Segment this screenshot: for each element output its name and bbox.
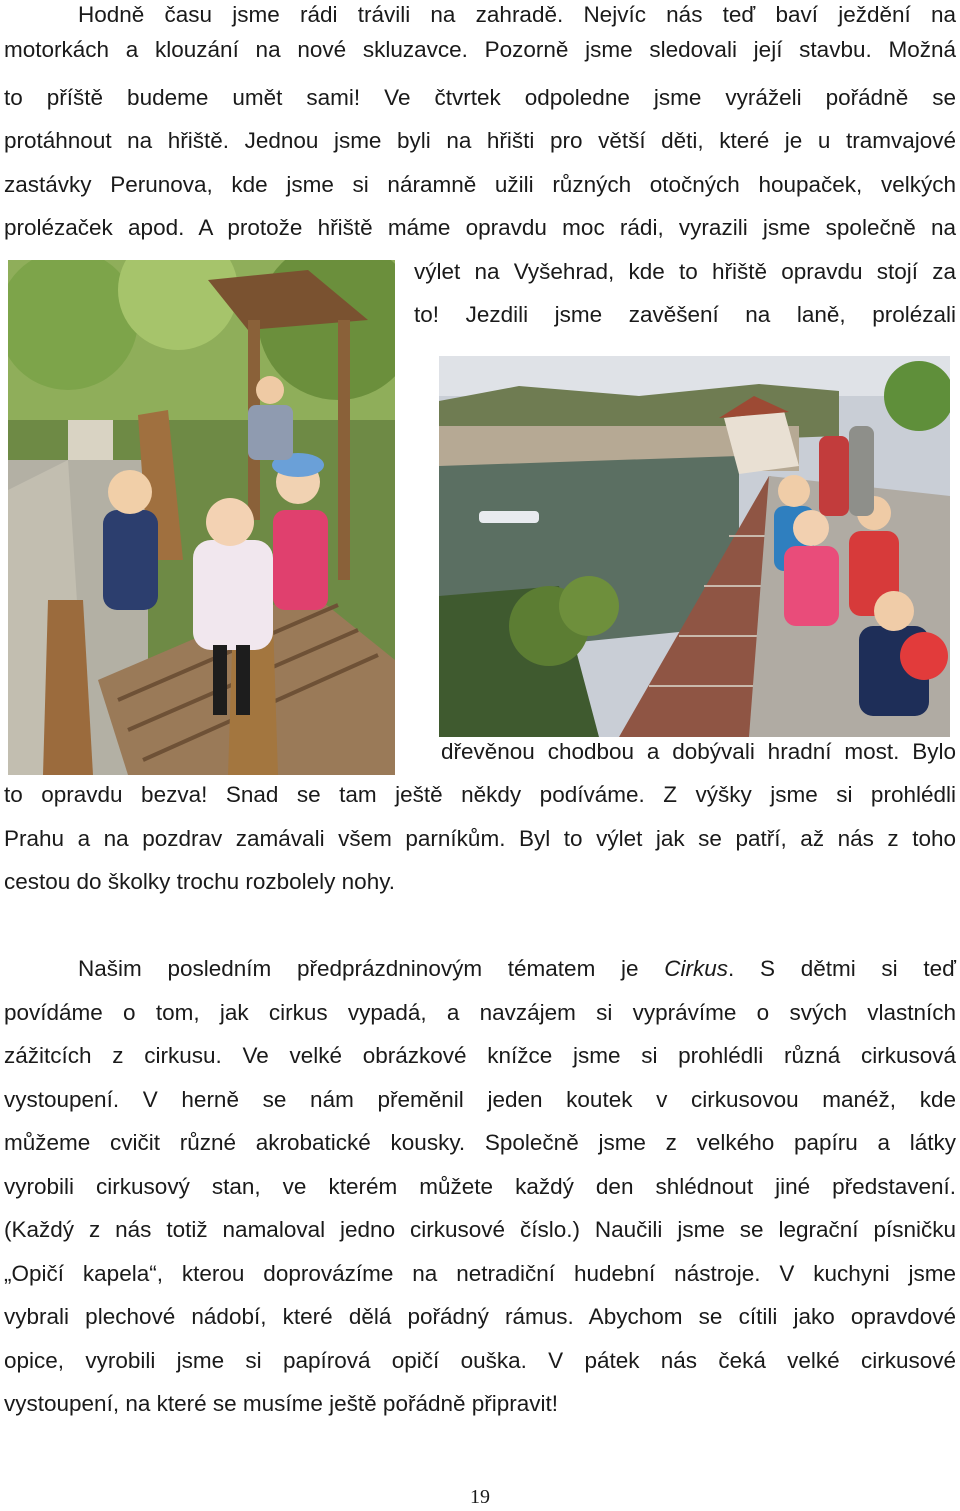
vysehrad-photo-art (439, 356, 950, 737)
playground-photo (8, 260, 395, 775)
paragraph-1-line-2: motorkách a klouzání na nové skluzavce. Pozorně jsme sledovali její stavbu. Možná (4, 37, 956, 62)
paragraph-2-line-3: zážitcích z cirkusu. Ve velké obrázkové knížce jsme si prohlédli různá cirkusová (4, 1043, 956, 1068)
paragraph-2-line-9: vybrali plechové nádobí, které dělá pořádný rámus. Abychom se cítili jako opravdové (4, 1304, 956, 1329)
paragraph-2-line-7: (Každý z nás totiž namaloval jedno cirkusové číslo.) Naučili jsme se legrační písničku (4, 1217, 956, 1242)
paragraph-1-line-6: prolézaček apod. A protože hřiště máme opravdu moc rádi, vyrazili jsme společně na (4, 215, 956, 240)
paragraph-1-line-5: zastávky Perunova, kde jsme si náramně užili různých otočných houpaček, velkých (4, 172, 956, 197)
playground-photo-art (8, 260, 395, 775)
paragraph-1-line-9: dřevěnou chodbou a dobývali hradní most. Bylo (441, 739, 956, 764)
paragraph-1-line-8: to! Jezdili jsme zavěšení na laně, prolézali (414, 302, 956, 327)
paragraph-2-line-11: vystoupení, na které se musíme ještě pořádně připravit! (4, 1391, 559, 1416)
paragraph-1-line-1: Hodně času jsme rádi trávili na zahradě. Nejvíc nás teď baví ježdění na (78, 2, 956, 27)
paragraph-2-line-4: vystoupení. V herně se nám přeměnil jeden koutek v cirkusovou manéž, kde (4, 1087, 956, 1112)
paragraph-2-line-10: opice, vyrobili jsme si papírová opičí ouška. V pátek nás čeká velké cirkusové (4, 1348, 956, 1373)
paragraph-1-line-7: výlet na Vyšehrad, kde to hřiště opravdu stojí za (414, 259, 956, 284)
paragraph-2-topic: Cirkus (664, 956, 729, 981)
paragraph-1-line-4: protáhnout na hřiště. Jednou jsme byli na hřišti pro větší děti, které je u tramvajové (4, 128, 956, 153)
paragraph-2-intro-text: Našim posledním předprázdninovým tématem je (78, 956, 665, 981)
paragraph-1-line-3: to příště budeme umět sami! Ve čtvrtek odpoledne jsme vyráželi pořádně se (4, 85, 956, 110)
paragraph-2-line-2: povídáme o tom, jak cirkus vypadá, a navzájem si vyprávíme o svých vlastních (4, 1000, 956, 1025)
paragraph-2-line-5: můžeme cvičit různé akrobatické kousky. Společně jsme z velkého papíru a látky (4, 1130, 956, 1155)
vysehrad-photo (439, 356, 950, 737)
paragraph-2-intro-rest: . S dětmi si teď (728, 956, 956, 981)
paragraph-2-line-1 (78, 954, 956, 984)
page-number: 19 (470, 1486, 490, 1508)
paragraph-1-line-10: to opravdu bezva! Snad se tam ještě někdy podíváme. Z výšky jsme si prohlédli (4, 782, 956, 807)
paragraph-2-line-8: „Opičí kapela“, kterou doprovázíme na netradiční hudební nástroje. V kuchyni jsme (4, 1261, 956, 1286)
paragraph-2-line-6: vyrobili cirkusový stan, ve kterém můžete každý den shlédnout jiné představení. (4, 1174, 956, 1199)
paragraph-1-line-12: cestou do školky trochu rozbolely nohy. (4, 869, 396, 894)
paragraph-1-line-11: Prahu a na pozdrav zamávali všem parníkům. Byl to výlet jak se patří, až nás z toho (4, 826, 956, 851)
